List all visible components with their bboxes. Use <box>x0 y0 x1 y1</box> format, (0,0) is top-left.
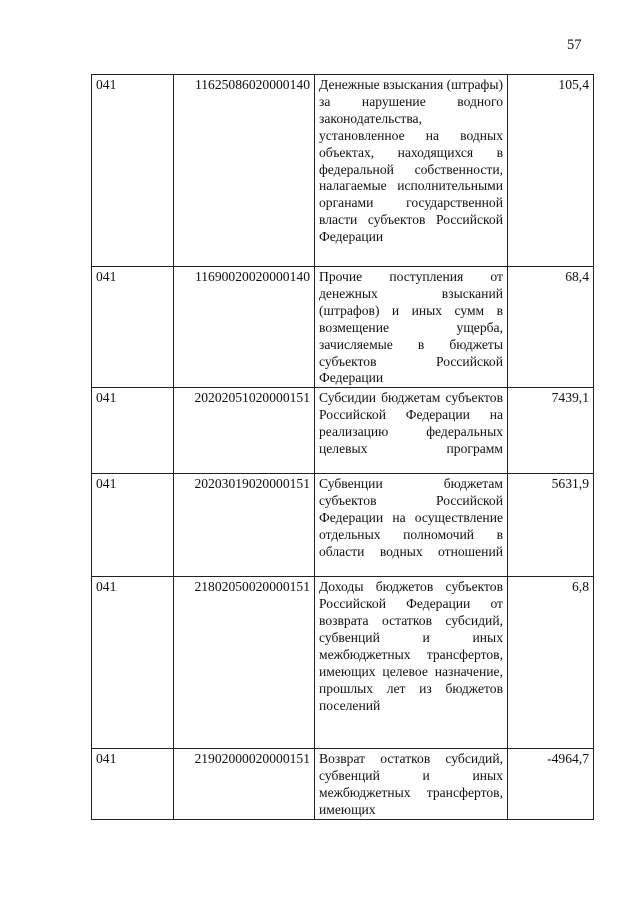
budget-code-cell: 11690020020000140 <box>174 267 315 388</box>
amount-cell: 68,4 <box>508 267 594 388</box>
amount-cell: 6,8 <box>508 577 594 749</box>
budget-code-cell: 11625086020000140 <box>174 75 315 267</box>
revenue-name-cell: Возврат остатков субсидий, субвенций и иных межбюджетных трансфертов, имеющих <box>315 749 508 820</box>
amount-cell: 7439,1 <box>508 388 594 474</box>
revenue-name-cell: Субвенции бюджетам субъектов Российской Федерации на осуществление отдельных полномочий в области водных отношений <box>315 474 508 577</box>
admin-code-cell: 041 <box>92 749 174 820</box>
table-row <box>92 75 594 267</box>
revenue-name-cell: Прочие поступления от денежных взысканий (штрафов) и иных сумм в возмещение ущерба, зачисляемые в бюджеты субъектов Российской Федерации <box>315 267 508 388</box>
budget-code-cell: 20203019020000151 <box>174 474 315 577</box>
page-number: 57 <box>567 37 582 53</box>
admin-code-cell: 041 <box>92 577 174 749</box>
admin-code-cell: 041 <box>92 474 174 577</box>
revenue-name-cell: Субсидии бюджетам субъектов Российской Федерации на реализацию федеральных целевых программ <box>315 388 508 474</box>
budget-code-cell: 20202051020000151 <box>174 388 315 474</box>
table-row <box>92 577 594 749</box>
budget-code-cell: 21902000020000151 <box>174 749 315 820</box>
budget-code-cell: 21802050020000151 <box>174 577 315 749</box>
table-row <box>92 388 594 474</box>
amount-cell: -4964,7 <box>508 749 594 820</box>
budget-revenue-table <box>91 74 594 820</box>
amount-cell: 5631,9 <box>508 474 594 577</box>
revenue-name-cell: Денежные взыскания (штрафы) за нарушение водного законодательства, установленное на водных объектах, находящихся в федеральной собственности, налагаемые исполнительными органами государственной власти субъектов Российской Федерации <box>315 75 508 267</box>
admin-code-cell: 041 <box>92 388 174 474</box>
revenue-name-cell: Доходы бюджетов субъектов Российской Федерации от возврата остатков субсидий, субвенций и иных межбюджетных трансфертов, имеющих целевое назначение, прошлых лет из бюджетов поселений <box>315 577 508 749</box>
admin-code-cell: 041 <box>92 267 174 388</box>
table-row <box>92 474 594 577</box>
table-row <box>92 749 594 820</box>
table-row <box>92 267 594 388</box>
admin-code-cell: 041 <box>92 75 174 267</box>
amount-cell: 105,4 <box>508 75 594 267</box>
